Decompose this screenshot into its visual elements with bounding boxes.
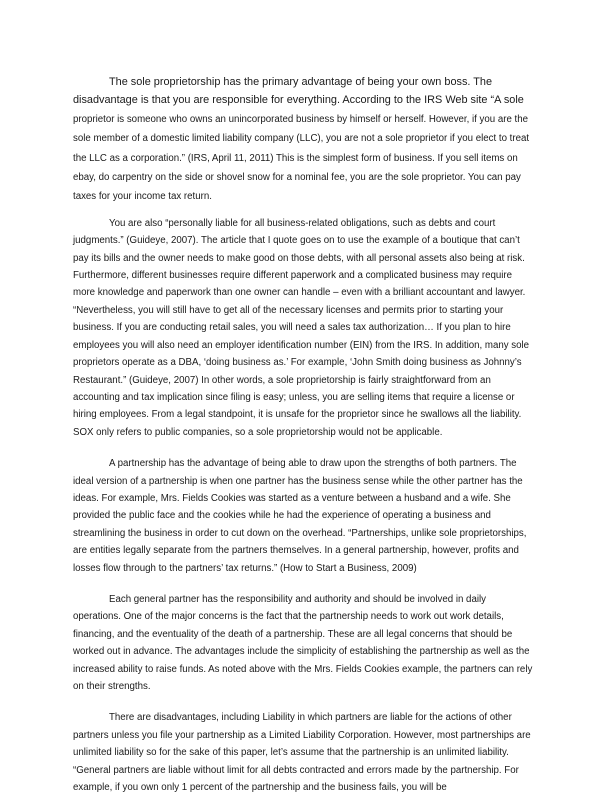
paragraph-partnership-advantage: A partnership has the advantage of being able to draw upon the strengths of both partners. The ideal version of a partnership is when one partner has the business sense while the other partner has the ideas. For example, Mrs. Fields Cookies was started as a venture between a husband and a wife. She provided the public face and the cookies while he had the experience of operating a business and streamlining the business in order to cut down on the overhead. “Partnerships, unlike sole proprietorships, are entities legally separate from the partners themselves. In a general partnership, however, profits and losses flow through to the partners’ tax returns.” (How to Start a Business, 2009) — [73, 458, 527, 574]
paragraph-lead-text: The sole proprietorship has the primary advantage of being your own boss. The disadvantage is that you are responsible for everything. According to the IRS Web site “A sole — [73, 76, 524, 107]
paragraph-personal-liability: You are also “personally liable for all business-related obligations, such as debts and court judgments.” (Guideye, 2007). The article that I quote goes on to use the example of a boutique that can’t pay its bills and the owner needs to make good on those debts, with all personal assets also being at risk. Furthermore, different businesses require different paperwork and a complicated business may require more knowledge and paperwork than one owner can handle – even with a brilliant accountant and lawyer. “Nevertheless, you will still have to get all of the necessary licenses and permits prior to starting your business. If you are conducting retail sales, you will need a sales tax authorization… If you plan to hire employees you will also need an employer identification number (EIN) from the IRS. In addition, many sole proprietors operate as a DBA, ‘doing business as.’ For example, ‘John Smith doing business as Johnny’s Restaurant.” (Guideye, 2007) In other words, a sole proprietorship is fairly straightforward from an accounting and tax implication since filing is easy; unless, you are selling items that require a license or hiring employees. From a legal standpoint, it is unsafe for the proprietor since he swallows all the liability. SOX only refers to public companies, so a sole proprietorship would not be applicable. — [73, 217, 530, 438]
paragraph-sole-proprietorship-intro — [73, 73, 535, 207]
document-body — [73, 73, 535, 800]
paragraph-general-partner: Each general partner has the responsibility and authority and should be involved in daily operations. One of the major concerns is the fact that the partnership needs to work out work details, financing, and the eventuality of the death of a partnership. These are all legal concerns that should be worked out in advance. The advantages include the simplicity of establishing the partnership as well as the increased ability to raise funds. As noted above with the Mrs. Fields Cookies example, the partners can rely on their strengths. — [73, 593, 533, 692]
paragraph-partnership-disadvantages: There are disadvantages, including Liability in which partners are liable for the actions of other partners unless you file your partnership as a Limited Liability Corporation. However, most partnerships are unlimited liability so for the sake of this paper, let’s assume that the partnership is an unlimited liability. “General partners are liable without limit for all debts contracted and errors made by the partnership. For example, if you own only 1 percent of the partnership and the business fails, you will be — [73, 712, 531, 794]
paragraph-text: proprietor is someone who owns an unincorporated business by himself or herself. However, if you are the sole member of a domestic limited liability company (LLC), you are not a sole proprietor if you elect to treat the LLC as a corporation.” (IRS, April 11, 2011) This is the simplest form of business. If you sell items on ebay, do carpentry on the side or shovel snow for a nominal fee, you are the sole proprietor. You can pay taxes for your income tax return. — [73, 113, 530, 203]
